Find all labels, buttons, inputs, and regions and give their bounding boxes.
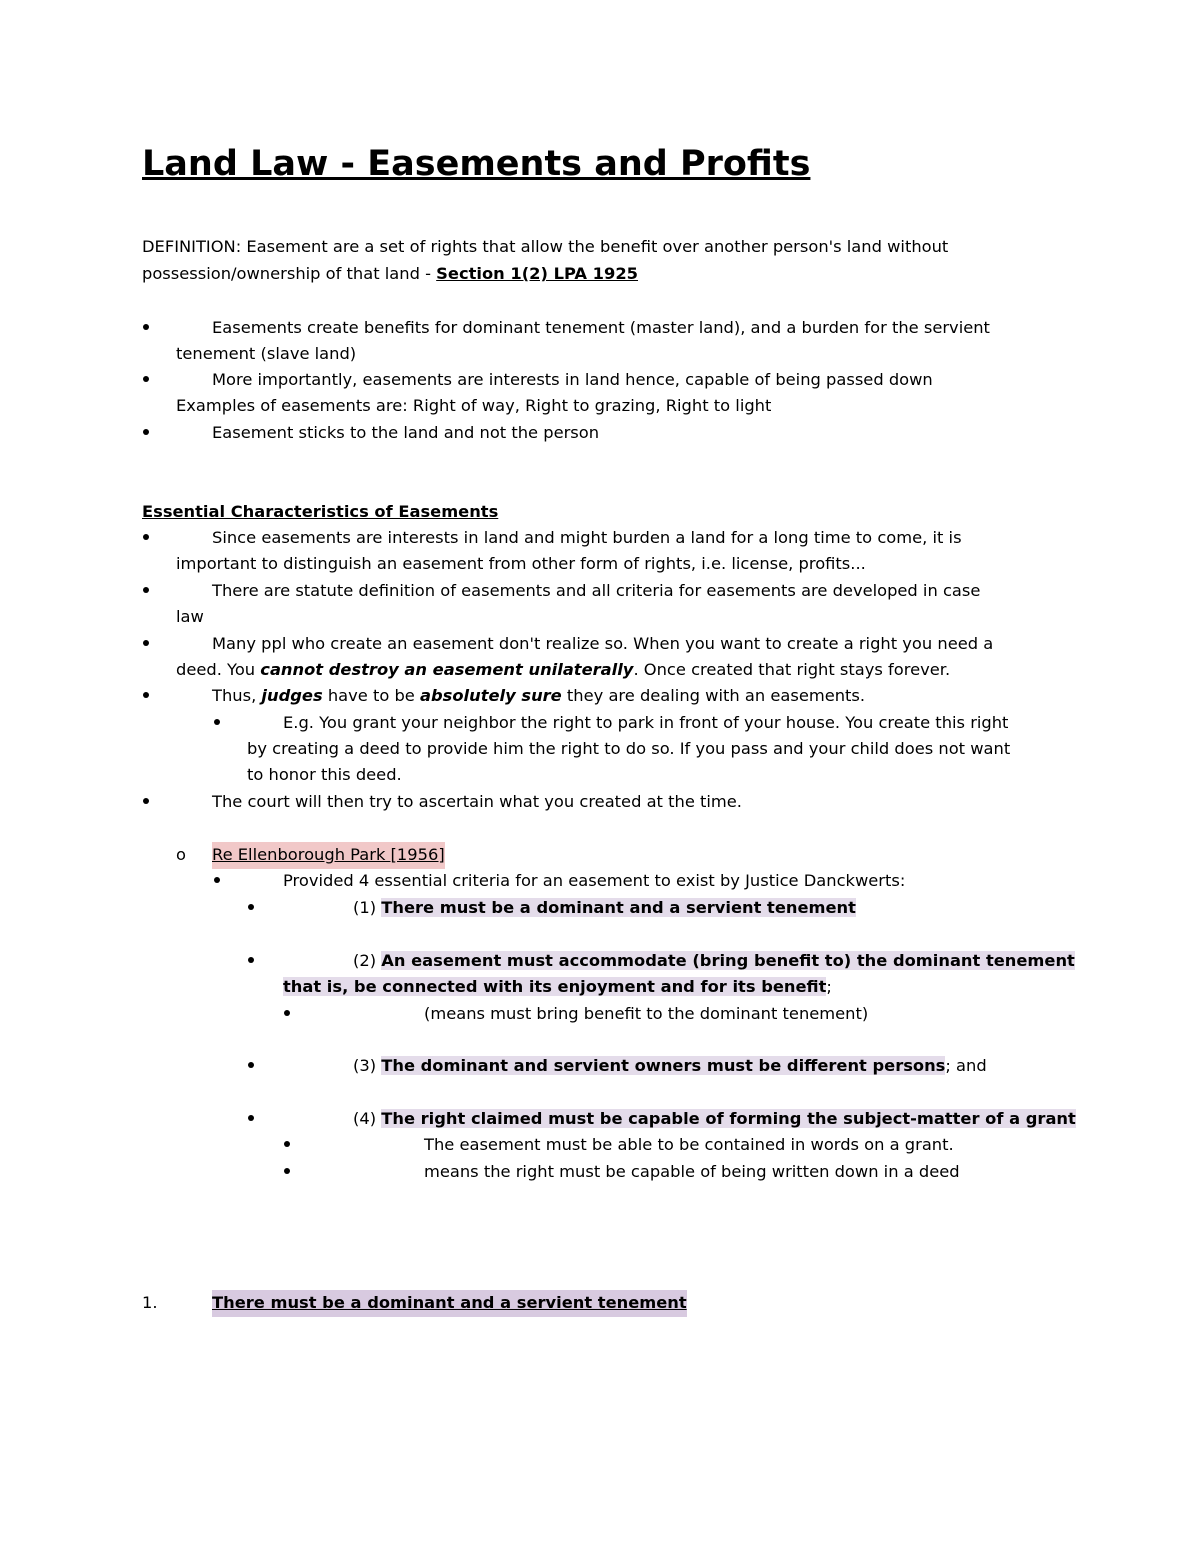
bullet-icon (284, 1168, 290, 1174)
essentials-bullet-3-line-1: Many ppl who create an easement don't realize so. When you want to create a right you need a (212, 634, 994, 653)
criterion-4-sub-1: The easement must be able to be contained in words on a grant. (424, 1135, 954, 1154)
bullet-icon (143, 534, 149, 540)
bullet-icon (143, 640, 149, 646)
criterion-2-line-2: that is, be connected with its enjoyment and for its benefit; (283, 977, 832, 996)
bullet-icon (248, 1062, 254, 1068)
intro-bullet-3: Easement sticks to the land and not the person (212, 423, 600, 442)
criterion-3: (3) The dominant and servient owners must be different persons; and (353, 1056, 987, 1075)
essentials-bullet-2-line-1: There are statute definition of easements and all criteria for easements are developed in case (212, 581, 981, 600)
bullet-icon (143, 587, 149, 593)
bullet-icon (214, 877, 220, 883)
circle-bullet-icon: o (176, 845, 186, 864)
bullet-icon (143, 692, 149, 698)
emphasis-text: cannot destroy an easement unilaterally (260, 660, 634, 679)
document-title: Land Law - Easements and Profits (142, 144, 811, 184)
criterion-1: (1) There must be a dominant and a servient tenement (353, 898, 856, 917)
section-1-heading: There must be a dominant and a servient tenement (212, 1290, 687, 1317)
bullet-icon (143, 324, 149, 330)
essentials-bullet-1-line-2: important to distinguish an easement from other form of rights, i.e. license, profits... (176, 554, 866, 573)
emphasis-text: absolutely sure (420, 686, 562, 705)
essentials-bullet-5: The court will then try to ascertain what you created at the time. (212, 792, 742, 811)
bullet-icon (143, 798, 149, 804)
section-heading-essentials: Essential Characteristics of Easements (142, 502, 499, 521)
intro-bullet-2-line-1: More importantly, easements are interests in land hence, capable of being passed down (212, 370, 933, 389)
criterion-2-line-1: (2) An easement must accommodate (bring benefit to) the dominant tenement (353, 951, 1075, 970)
definition-text-2: possession/ownership of that land - (142, 264, 437, 283)
essentials-bullet-1-line-1: Since easements are interests in land and might burden a land for a long time to come, it is (212, 528, 962, 547)
bullet-icon (284, 1010, 290, 1016)
section-1-number: 1. (142, 1293, 158, 1312)
criterion-4-sub-2: means the right must be capable of being written down in a deed (424, 1162, 960, 1181)
essentials-bullet-4: Thus, judges have to be absolutely sure they are dealing with an easements. (212, 686, 866, 705)
sub-bullet-line-1: E.g. You grant your neighbor the right to park in front of your house. You create this right (283, 713, 1009, 732)
bullet-icon (214, 719, 220, 725)
bullet-icon (248, 904, 254, 910)
criterion-4: (4) The right claimed must be capable of forming the subject-matter of a grant (353, 1109, 1076, 1128)
intro-bullet-2-line-2: Examples of easements are: Right of way, Right to grazing, Right to light (176, 396, 772, 415)
bullet-icon (248, 957, 254, 963)
definition-label: DEFINITION: (142, 237, 242, 256)
bullet-icon (248, 1115, 254, 1121)
definition-line-1 (142, 234, 948, 261)
bullet-icon (143, 429, 149, 435)
essentials-bullet-3-line-2: deed. You cannot destroy an easement unilaterally. Once created that right stays forever. (176, 660, 951, 679)
definition-text: Easement are a set of rights that allow the benefit over another person's land without (241, 237, 949, 256)
case-intro: Provided 4 essential criteria for an easement to exist by Justice Danckwerts: (283, 871, 906, 890)
criterion-2-sub: (means must bring benefit to the dominant tenement) (424, 1004, 869, 1023)
essentials-bullet-2-line-2: law (176, 607, 204, 626)
intro-bullet-1-line-1: Easements create benefits for dominant tenement (master land), and a burden for the servient (212, 318, 990, 337)
sub-bullet-line-3: to honor this deed. (247, 765, 402, 784)
bullet-icon (143, 376, 149, 382)
intro-bullet-1-line-2: tenement (slave land) (176, 344, 357, 363)
sub-bullet-line-2: by creating a deed to provide him the right to do so. If you pass and your child does not want (247, 739, 1011, 758)
case-name: Re Ellenborough Park [1956] (212, 842, 445, 869)
statute-reference: Section 1(2) LPA 1925 (436, 264, 639, 283)
definition-line-2 (142, 261, 638, 288)
bullet-icon (284, 1141, 290, 1147)
emphasis-text: judges (261, 686, 323, 705)
